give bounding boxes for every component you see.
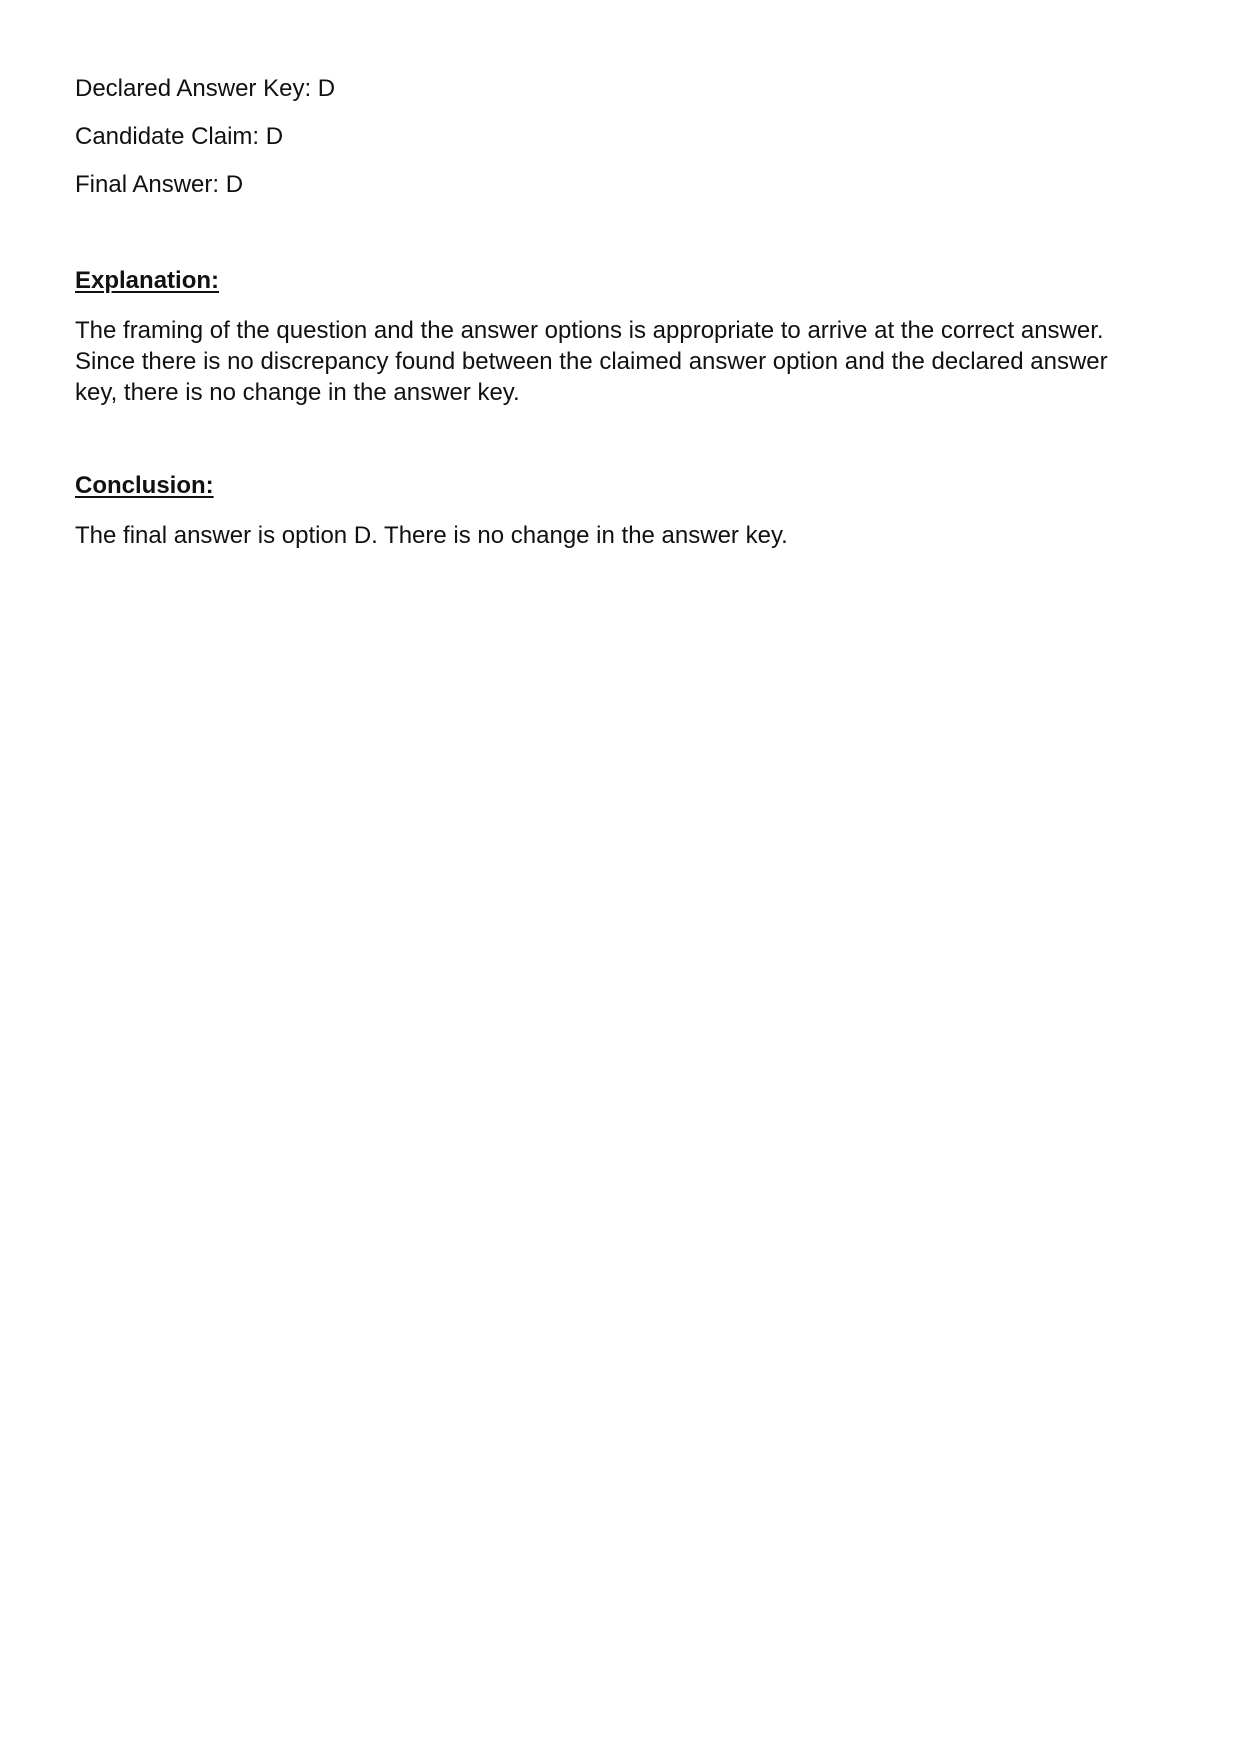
explanation-line: The framing of the question and the answer options is appropriate to arrive at the correct answer.	[75, 317, 1104, 344]
conclusion-heading: Conclusion:	[75, 472, 214, 499]
final-answer: Final Answer: D	[75, 171, 244, 198]
explanation-heading: Explanation:	[75, 267, 220, 294]
conclusion-paragraph: The final answer is option D. There is no change in the answer key.	[75, 522, 788, 549]
candidate-claim: Candidate Claim: D	[75, 123, 284, 150]
explanation-line: key, there is no change in the answer key.	[75, 379, 520, 406]
explanation-line: Since there is no discrepancy found between the claimed answer option and the declared answer	[75, 348, 1108, 375]
explanation-paragraph	[75, 315, 1175, 408]
declared-answer-key: Declared Answer Key: D	[75, 75, 336, 102]
